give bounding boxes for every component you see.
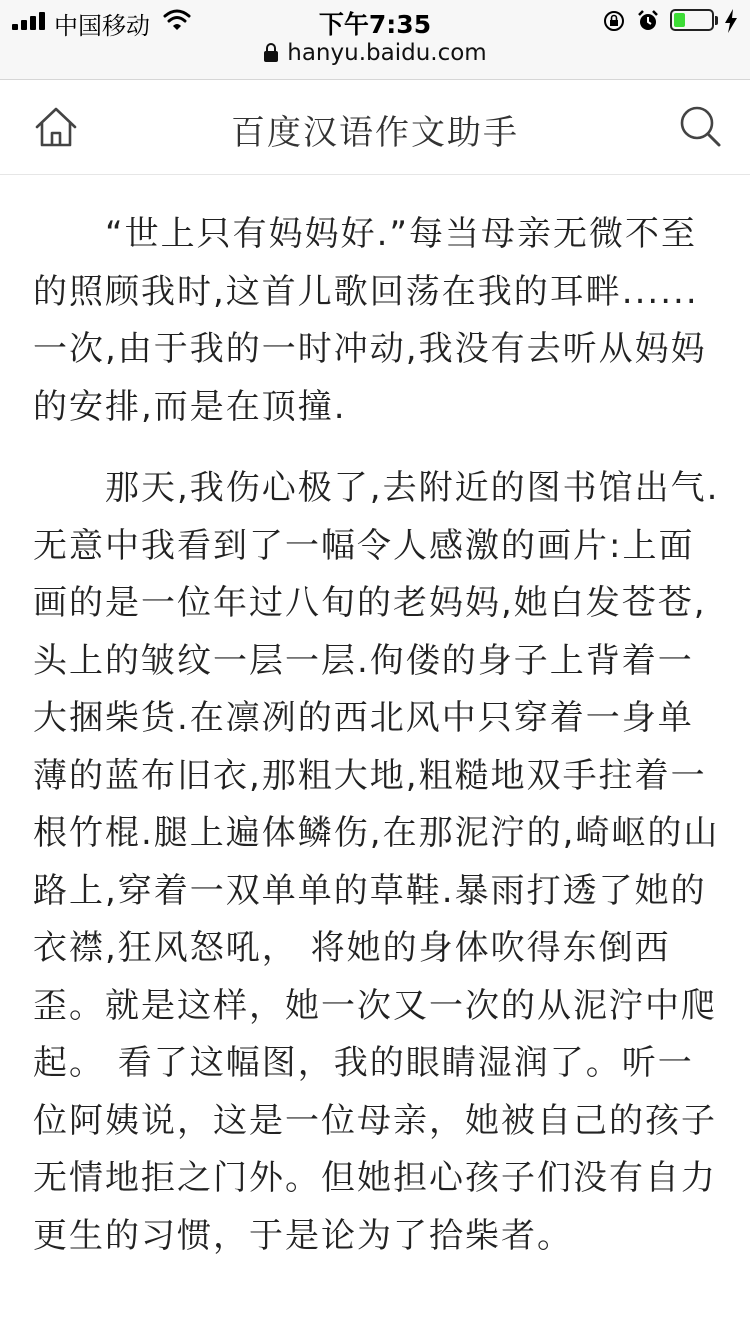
essay-paragraph: “世上只有妈妈好.”每当母亲无微不至的照顾我时,这首儿歌回荡在我的耳畔...... 一次,由于我的一时冲动,我没有去听从妈妈的安排,而是在顶撞. (33, 214, 707, 427)
status-bar (0, 0, 750, 40)
address-bar[interactable] (0, 40, 750, 74)
alarm-icon (636, 9, 660, 33)
url-text[interactable]: hanyu.baidu.com (287, 40, 487, 66)
search-icon[interactable] (678, 104, 722, 148)
padlock-icon (263, 42, 279, 62)
orientation-lock-icon (603, 10, 625, 32)
battery-level (674, 13, 685, 27)
battery-cap (715, 16, 718, 25)
carrier-name: 中国移动 (54, 12, 150, 40)
essay-content (33, 206, 721, 1289)
clock: 下午7:35 (318, 10, 432, 39)
home-icon[interactable] (34, 106, 78, 148)
app-header (0, 80, 750, 175)
charging-icon (724, 9, 738, 33)
battery-icon (670, 9, 714, 31)
page-title: 百度汉语作文助手 (231, 113, 519, 153)
browser-chrome (0, 0, 750, 80)
essay-paragraph: 那天,我伤心极了,去附近的图书馆出气.无意中我看到了一幅令人感激的画片:上面画的是一位年过八旬的老妈妈,她白发苍苍,头上的皱纹一层一层.佝偻的身子上背着一大捆柴货.在凛冽的西北风中只穿着一身单薄的蓝布旧衣,那粗大地,粗糙地双手拄着一根竹棍.腿上遍体鳞伤,在那泥泞的,崎岖的山路上,穿着一双单单的草鞋.暴雨打透了她的衣襟,狂风怒吼， 将她的身体吹得东倒西歪。就是这样，她一次又一次的从泥泞中爬起。 看了这幅图，我的眼睛湿润了。听一位阿姨说，这是一位母亲，她被自己的孩子无情地拒之门外。但她担心孩子们没有自力更生的习惯，于是论为了拾柴者。 (33, 468, 720, 1256)
